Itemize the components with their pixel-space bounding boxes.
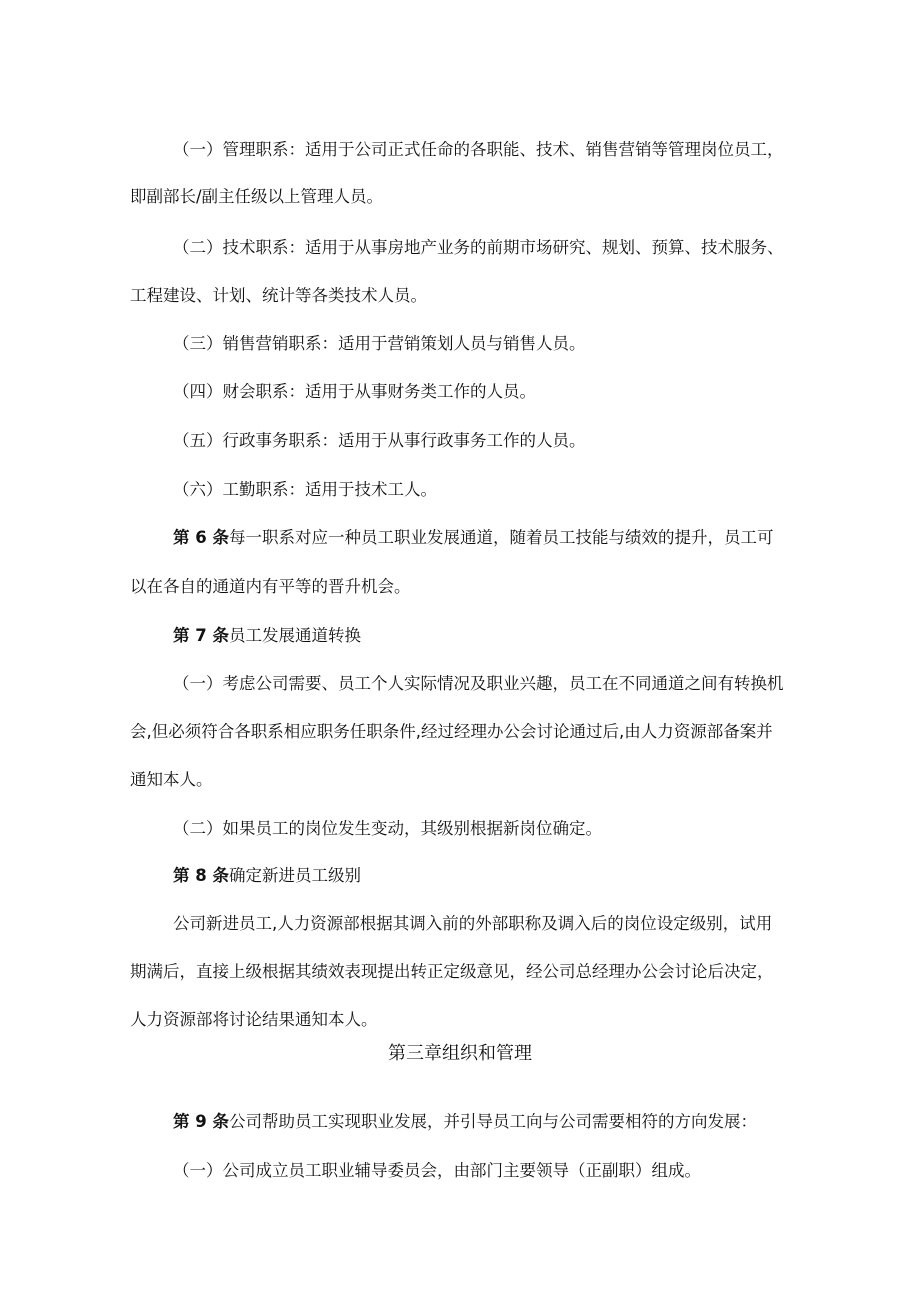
article-7-item2: （二）如果员工的岗位发生变动，其级别根据新岗位确定。: [173, 819, 602, 838]
article-8-line2: 期满后，直接上级根据其绩效表现提出转正定级意见，经公司总经理办公会讨论后决定，: [130, 962, 774, 981]
article-8-line1: 公司新进员工,人力资源部根据其调入前的外部职称及调入后的岗位设定级别，试用: [173, 914, 773, 933]
article-8-heading: [0, 864, 920, 888]
article-7-item1-line2: 会,但必须符合各职系相应职务任职条件,经过经理办公会讨论通过后,由人力资源部备案并: [130, 722, 773, 741]
clause-admin: （五）行政事务职系：适用于从事行政事务工作的人员。: [173, 431, 586, 450]
article-8-title: 确定新进员工级别: [228, 866, 361, 885]
clause-technical-line2: 工程建设、计划、统计等各类技术人员。: [130, 286, 427, 305]
article-7-item1-line3: 通知本人。: [130, 770, 213, 789]
article-7-item1-line1: （一）考虑公司需要、员工个人实际情况及职业兴趣，员工在不同通道之间有转换机: [173, 674, 784, 693]
article-6-text: 每一职系对应一种员工职业发展通道，随着员工技能与绩效的提升，员工可: [228, 528, 774, 547]
article-6-number: 第 6 条: [173, 528, 229, 547]
chapter-3-title: 第三章组织和管理: [388, 1043, 532, 1064]
clause-management-line2: 即副部长/副主任级以上管理人员。: [130, 187, 384, 206]
clause-finance: （四）财会职系：适用于从事财务类工作的人员。: [173, 382, 536, 401]
clause-service: （六）工勤职系：适用于技术工人。: [173, 480, 437, 499]
article-8-line3: 人力资源部将讨论结果通知本人。: [130, 1010, 378, 1029]
article-6-line2: 以在各自的通道内有平等的晋升机会。: [130, 577, 411, 596]
article-7-title: 员工发展通道转换: [228, 626, 361, 645]
article-7-heading: [0, 624, 920, 648]
article-8-number: 第 8 条: [173, 866, 229, 885]
clause-technical-line1: （二）技术职系：适用于从事房地产业务的前期市场研究、规划、预算、技术服务、: [173, 238, 784, 257]
article-7-number: 第 7 条: [173, 626, 229, 645]
article-9-item1: （一）公司成立员工职业辅导委员会，由部门主要领导（正副职）组成。: [173, 1161, 701, 1180]
clause-management-line1: （一）管理职系：适用于公司正式任命的各职能、技术、销售营销等管理岗位员工，: [173, 140, 784, 159]
article-9-line1: [0, 1110, 920, 1134]
clause-sales: （三）销售营销职系：适用于营销策划人员与销售人员。: [173, 334, 586, 353]
article-9-number: 第 9 条: [173, 1112, 229, 1131]
article-6-line1: [0, 526, 920, 550]
article-9-text: 公司帮助员工实现职业发展，并引导员工向与公司需要相符的方向发展：: [228, 1112, 757, 1131]
